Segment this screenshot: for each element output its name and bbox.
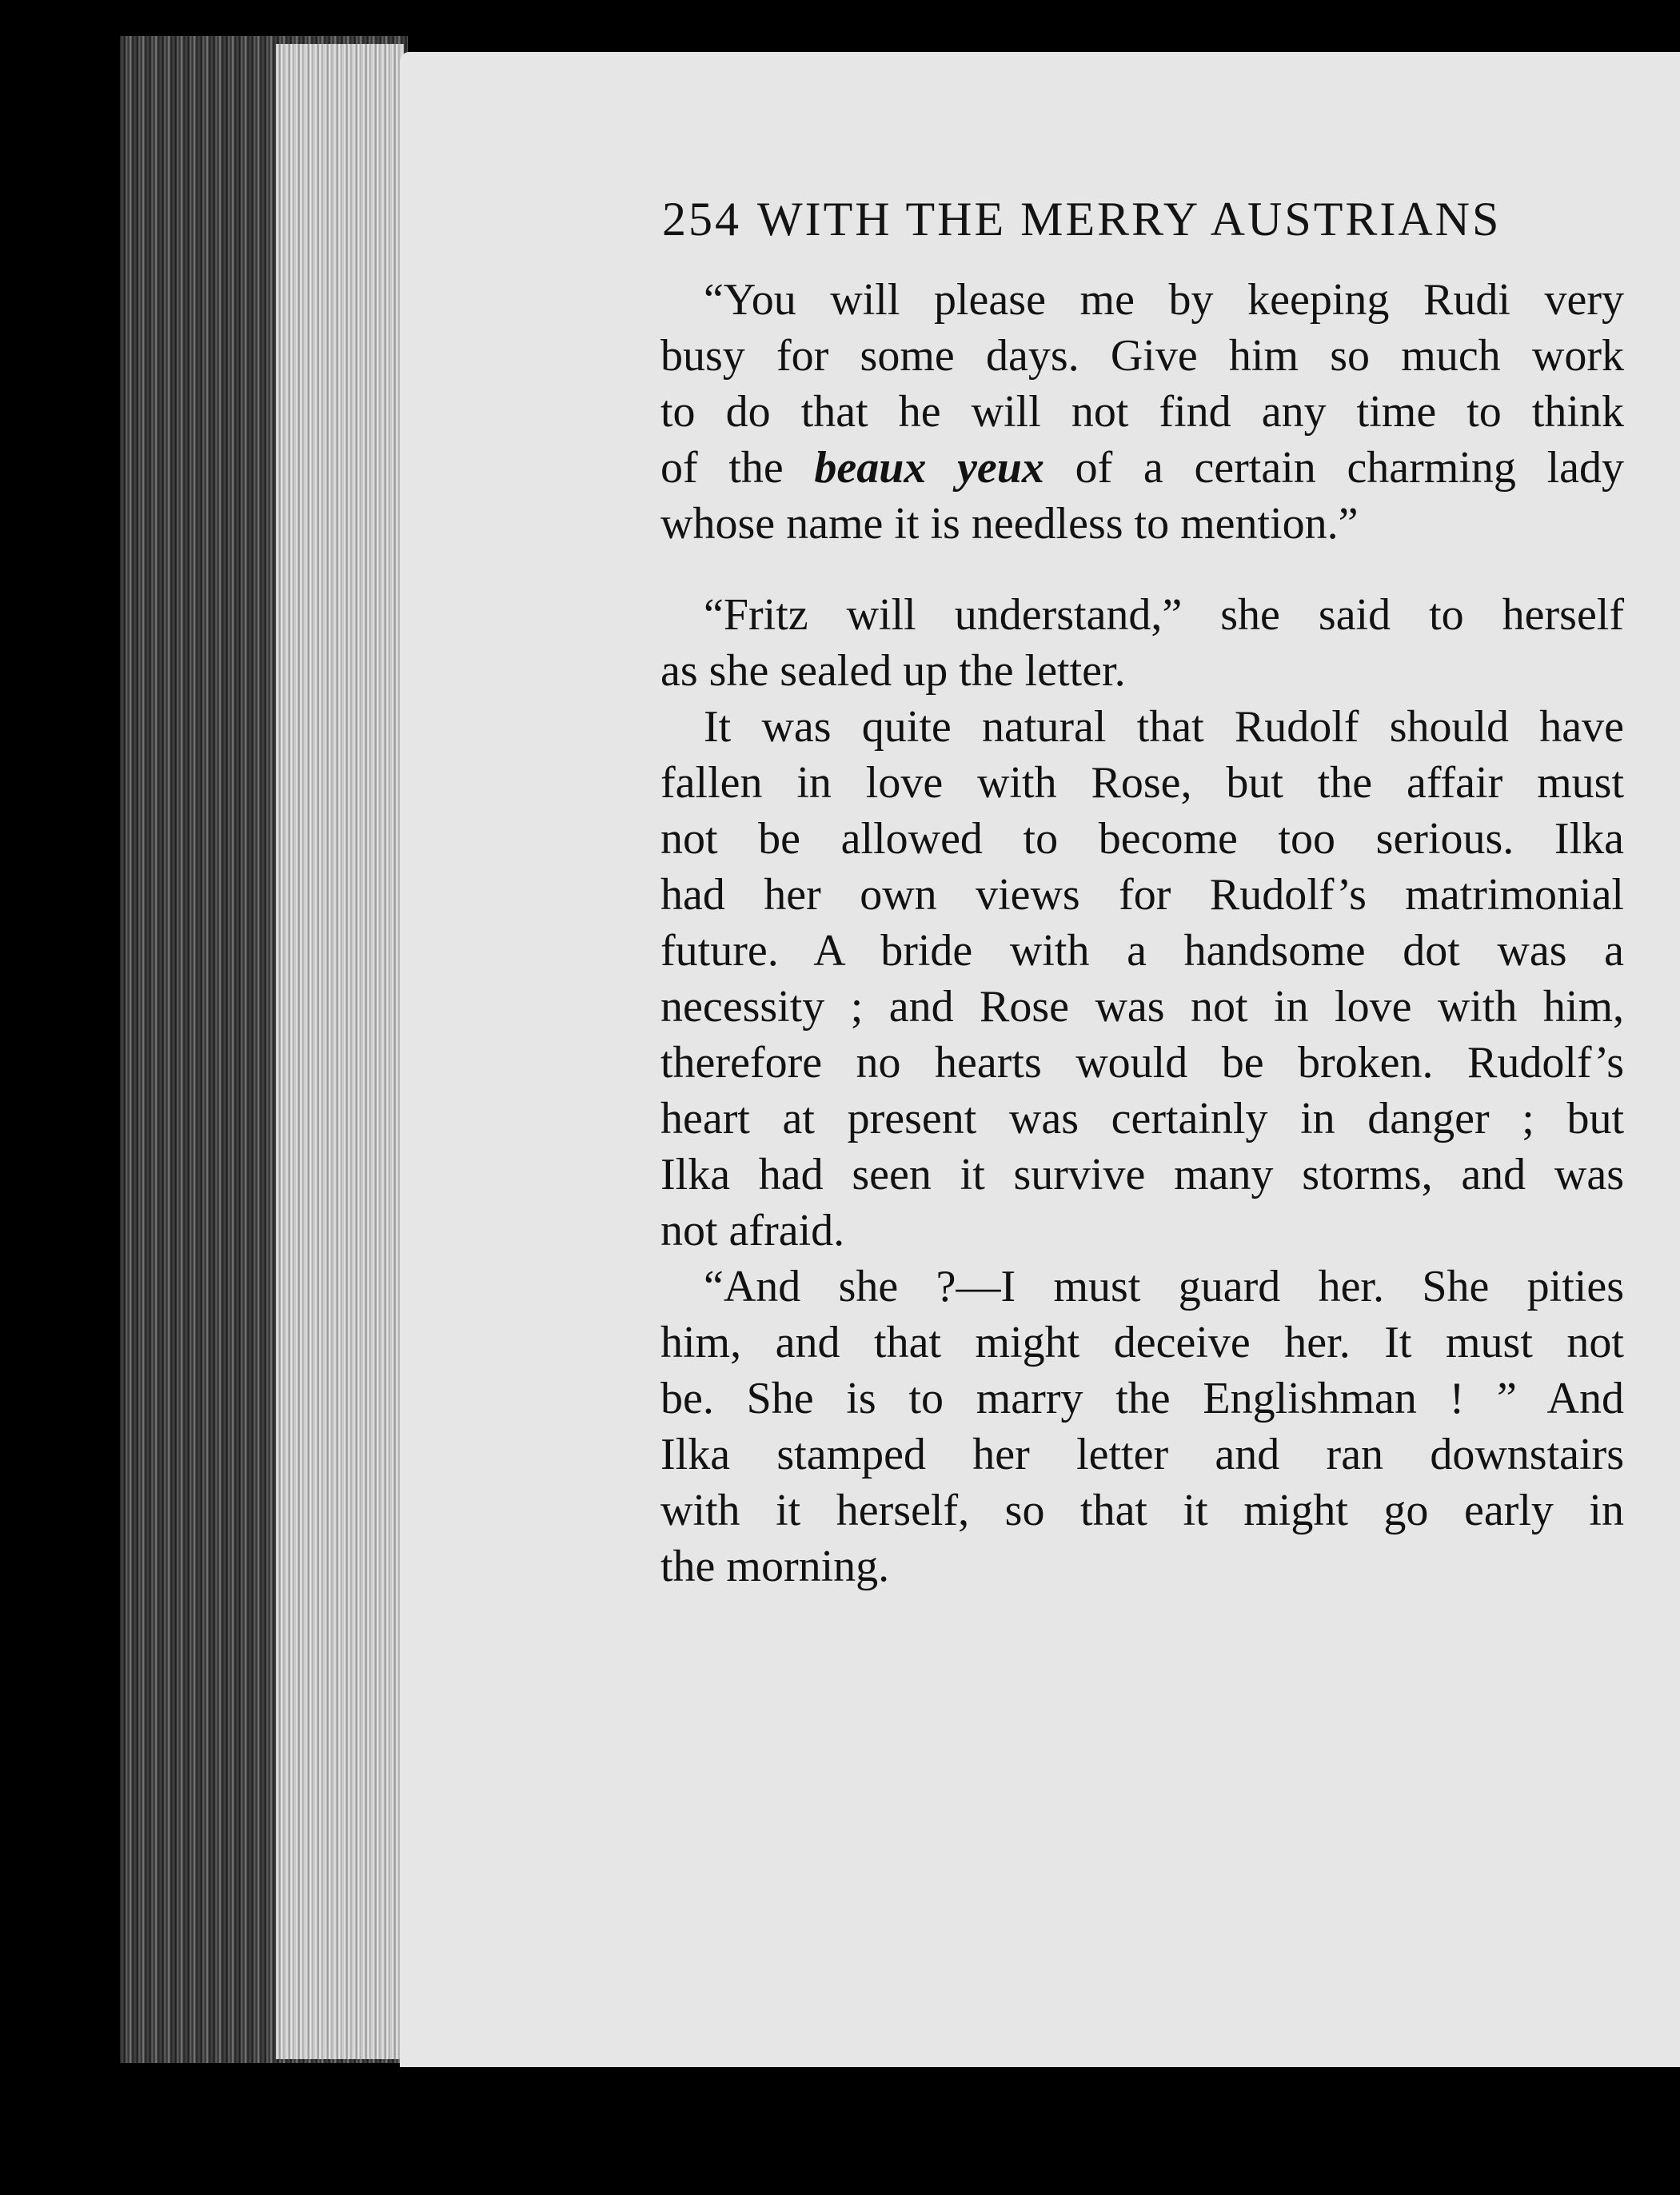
text-line: to do that he will not find any time to think (660, 387, 1624, 437)
text-line: necessity ; and Rose was not in love with him, (660, 982, 1624, 1032)
text-line: of the beaux yeux of a certain charming lady (660, 443, 1625, 493)
paragraph (660, 1259, 1624, 1594)
text-line: Ilka stamped her letter and ran downstairs (660, 1430, 1624, 1479)
text-line: It was quite natural that Rudolf should have (704, 702, 1624, 752)
text-line: him, and that might deceive her. It must not (660, 1318, 1624, 1367)
paragraph (660, 587, 1624, 699)
text-line: not afraid. (660, 1206, 845, 1255)
text-line: whose name it is needless to mention.” (660, 499, 1359, 549)
page-number: 254 (662, 193, 741, 245)
text-line: future. A bride with a handsome dot was a (660, 926, 1624, 976)
text-line: “You will please me by keeping Rudi very (704, 275, 1624, 325)
paragraph (660, 272, 1624, 552)
text-line: fallen in love with Rose, but the affair must (660, 758, 1624, 808)
page-edges-highlight (276, 44, 404, 2059)
running-head-title: WITH THE MERRY AUSTRIANS (757, 193, 1502, 245)
text-line: not be allowed to become too serious. Ilka (660, 814, 1624, 864)
paragraph (660, 699, 1624, 1259)
text-line: the morning. (660, 1542, 890, 1591)
text-line: busy for some days. Give him so much work (660, 331, 1624, 381)
text-line: be. She is to marry the Englishman ! ” And (660, 1374, 1624, 1423)
text-line: “And she ?—I must guard her. She pities (704, 1262, 1624, 1311)
text-line: Ilka had seen it survive many storms, and was (660, 1150, 1624, 1199)
italic-phrase: beaux yeux (814, 443, 1044, 493)
body-text (660, 272, 1624, 1594)
text-line: had her own views for Rudolf’s matrimonial (660, 870, 1624, 920)
text-line: “Fritz will understand,” she said to herself (704, 590, 1624, 640)
text-line: therefore no hearts would be broken. Rudolf’s (660, 1038, 1624, 1088)
text-line: as she sealed up the letter. (660, 646, 1126, 696)
text-line: with it herself, so that it might go early in (660, 1486, 1624, 1535)
running-head (662, 192, 1501, 247)
text-line: heart at present was certainly in danger ; but (660, 1094, 1624, 1143)
